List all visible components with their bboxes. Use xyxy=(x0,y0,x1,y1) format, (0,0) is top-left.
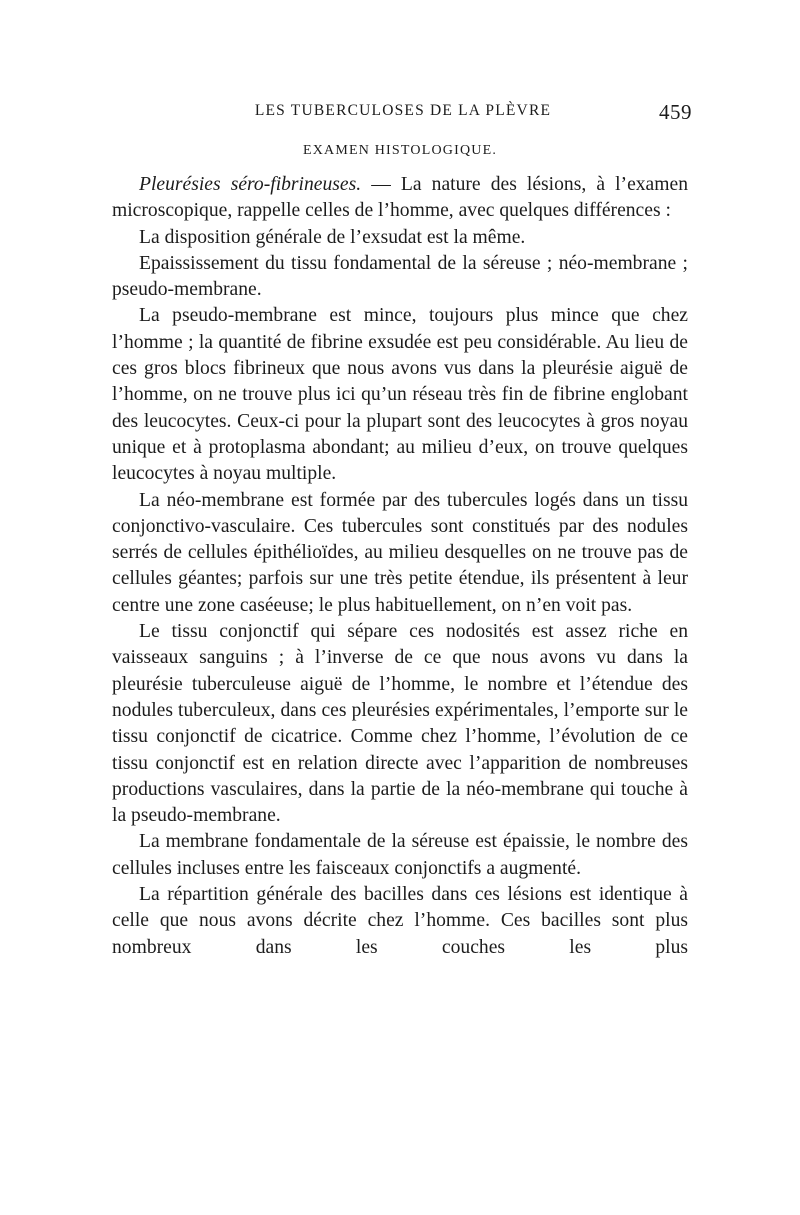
body-text xyxy=(112,172,688,961)
paragraph: La pseudo-membrane est mince, toujours plus mince que chez l’homme ; la quantité de fibrine exsudée est peu considérable. Au lieu de ces gros blocs fibrineux que nous avons vus dans la pleurésie aiguë de l’homme, on ne trouve plus ici qu’un réseau très fin de fibrine englobant des leucocytes. Ceux-ci pour la plupart sont des leucocytes à gros noyau unique et à protoplasma abondant; au milieu d’eux, on trouve quelques leucocytes à noyau multiple. xyxy=(112,305,688,485)
paragraph: La disposition générale de l’exsudat est la même. xyxy=(139,226,526,248)
paragraph: Epaississement du tissu fondamental de la séreuse ; néo-membrane ; pseudo-membrane. xyxy=(112,252,688,301)
running-head xyxy=(112,100,692,126)
page-number: 459 xyxy=(659,100,692,124)
paragraph: La membrane fondamentale de la séreuse est épaissie, le nombre des cellules incluses entre les faisceaux conjonctifs a augmenté. xyxy=(112,831,688,879)
paragraph-text: — La nature des lésions, à l’examen microscopique, rappelle celles de l’homme, avec quelques différences : xyxy=(112,174,688,222)
running-title: LES TUBERCULOSES DE LA PLÈVRE xyxy=(254,102,552,119)
paragraph: La répartition générale des bacilles dans ces lésions est identique à celle que nous avons décrite chez l’homme. Ces bacilles sont plus nombreux dans les couches les plus xyxy=(112,884,688,958)
paragraph-lead-in: Pleurésies séro-fibrineuses. xyxy=(139,174,362,195)
section-title: EXAMEN HISTOLOGIQUE. xyxy=(302,143,498,158)
paragraph: La néo-membrane est formée par des tubercules logés dans un tissu conjonctivo-vasculaire. Ces tubercules sont constitués par des nodules serrés de cellules épithélioïdes, au milieu desquelles on ne trouve pas de cellules géantes; parfois sur une très petite étendue, ils présentent à leur centre une zone caséeuse; le plus habituellement, on n’en voit pas. xyxy=(112,489,688,616)
paragraph xyxy=(112,172,688,225)
paragraph: Le tissu conjonctif qui sépare ces nodosités est assez riche en vaisseaux sanguins ; à l’inverse de ce que nous avons vu dans la pleurésie tuberculeuse aiguë de l’homme, le nombre et l’étendue des nodules tuberculeux, dans ces pleurésies expérimentales, l’emporte sur le tissu conjonctif de cicatrice. Comme chez l’homme, l’évolution de ce tissu conjonctif est en relation directe avec l’apparition de nombreuses productions vasculaires, dans la partie de la néo-membrane qui touche à la pseudo-membrane. xyxy=(112,621,688,827)
